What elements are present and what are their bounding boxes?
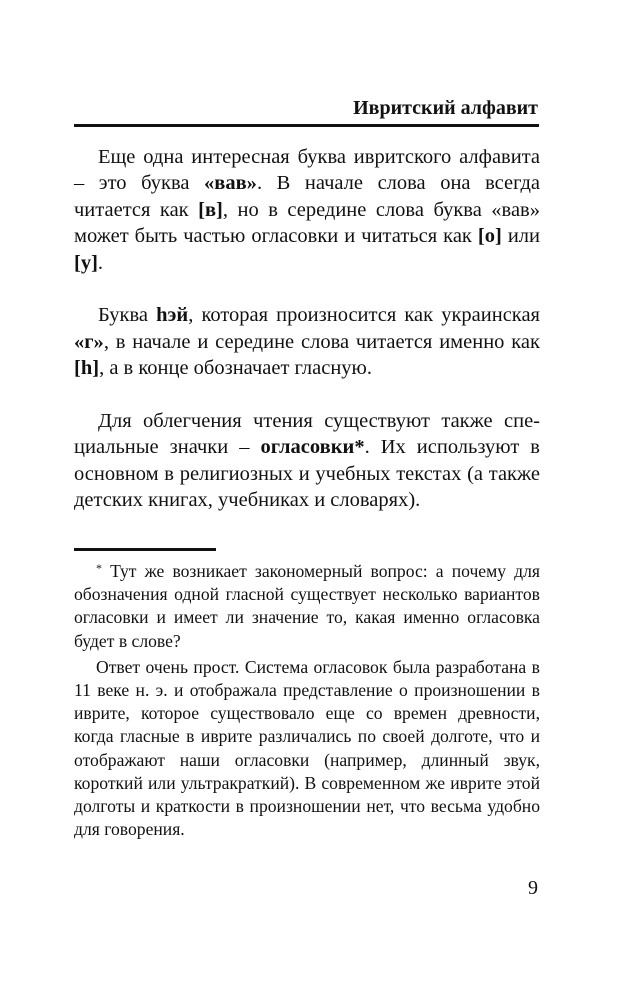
bold-term: «вав» xyxy=(204,172,257,195)
bold-term: огласовки* xyxy=(260,436,365,459)
footnote-marker: * xyxy=(96,561,102,575)
text-span: , а в конце обозначает гласную. xyxy=(99,357,372,380)
bold-term: [у] xyxy=(74,251,98,274)
text-span: Тут же возникает закономерный вопрос: а почему для обозначения одной гласной существует несколько вариантов огласовки и имеет ли значение то, какая именно огласовка будет в слове? xyxy=(74,561,540,651)
text-span: . xyxy=(97,251,104,274)
bold-term: [о] xyxy=(477,225,502,248)
text-span: , которая произносится как украинская xyxy=(188,304,540,327)
footnote-paragraph xyxy=(74,656,540,842)
main-text xyxy=(74,144,540,540)
header-rule xyxy=(74,124,539,127)
bold-term: «г» xyxy=(74,330,104,353)
text-span: Для облегчения чтения существуют также специальные значки – xyxy=(74,410,540,459)
bold-term: hэй xyxy=(156,304,189,327)
text-span: или xyxy=(501,225,540,248)
paragraph-ogl xyxy=(74,408,540,514)
running-head: Ивритский алфавит xyxy=(353,97,538,119)
page-number: 9 xyxy=(528,877,538,899)
bold-term: [h] xyxy=(74,357,100,380)
text-span: , но в середине слова буква «вав» может быть частью огласовки и читаться как xyxy=(74,198,540,248)
paragraph-vav xyxy=(74,144,540,276)
footnote-paragraph xyxy=(74,560,540,653)
paragraph-hey xyxy=(74,302,540,381)
text-span: Буква xyxy=(98,304,157,327)
text-span: . Их используют в основном в религиозных и учебных текстах (а также детских книгах, учебниках и словарях). xyxy=(74,436,540,512)
text-span: , в начале и середине слова читается именно как xyxy=(103,330,540,353)
text-span: Ответ очень прост. Система огласовок была разработана в 11 веке н. э. и отображала представление о произношении в иврите, которое существовало еще со времен древности, когда гласные в иврите различались по своей долготе, что и отображают наши огласовки (например, длинный звук, короткий или ультракраткий). В современном же иврите этой долготы и краткости в произношении нет, что весьма удобно для говорения. xyxy=(74,656,540,840)
footnotes xyxy=(74,560,540,844)
text-span: Еще одна интересная буква ивритского алфавита – это буква xyxy=(74,146,540,195)
footnote-rule xyxy=(74,548,216,551)
bold-term: [в] xyxy=(198,198,223,221)
text-span: . В начале слова она всегда читается как xyxy=(74,172,541,221)
